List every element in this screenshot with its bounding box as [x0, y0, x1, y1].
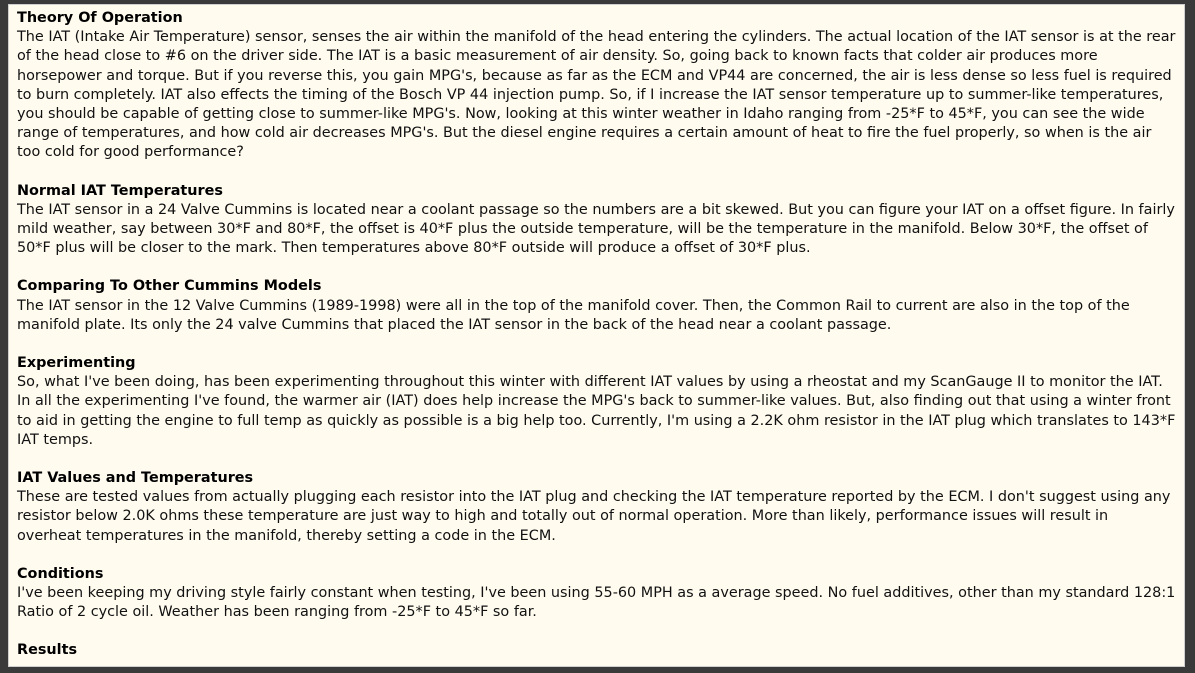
section-body: I've been keeping my driving style fairly constant when testing, I've been using 55-60 MPH as a average speed. No fuel additives, other than my standard 128:1 Ratio of 2 cycle oil. Weather has been ranging from -25*F to 45*F so far. [17, 585, 1176, 621]
section-experimenting [17, 354, 1177, 450]
section-heading: Normal IAT Temperatures [17, 182, 223, 199]
section-heading: Comparing To Other Cummins Models [17, 278, 322, 295]
section-conditions [17, 565, 1177, 623]
section-body: These are tested values from actually plugging each resistor into the IAT plug and checking the IAT temperature reported by the ECM. I don't suggest using any resistor below 2.0K ohms these temperature are just way to high and totally out of normal operation. More than likely, performance issues will result in overheat temperatures in the manifold, thereby setting a code in the ECM. [17, 489, 1171, 544]
document-page [8, 4, 1185, 667]
section-heading: IAT Values and Temperatures [17, 470, 254, 487]
window-right-edge [1185, 0, 1195, 673]
section-iat-values [17, 469, 1177, 546]
section-body: The IAT (Intake Air Temperature) sensor, senses the air within the manifold of the head entering the cylinders. The actual location of the IAT sensor is at the rear of the head close to #6 on the driver side. The IAT is a basic measurement of air density. So, going back to known facts that colder air produces more horsepower and torque. But if you reverse this, you gain MPG's, because as far as the ECM and VP44 are concerned, the air is less dense so less fuel is required to burn completely. IAT also effects the timing of the Bosch VP 44 injection pump. So, if I increase the IAT sensor temperature up to summer-like temperatures, you should be capable of getting close to summer-like MPG's. Now, looking at this winter weather in Idaho ranging from -25*F to 45*F, you can see the wide range of temperatures, and how cold air decreases MPG's. But the diesel engine requires a certain amount of heat to fire the fuel properly, so when is the air too cold for good performance? [17, 29, 1176, 161]
section-heading: Theory Of Operation [17, 10, 183, 26]
window-bottom-edge [0, 667, 1195, 673]
section-heading: Conditions [17, 565, 104, 582]
section-heading: Experimenting [17, 355, 136, 372]
section-comparing-models [17, 277, 1177, 335]
section-body: The IAT sensor in the 12 Valve Cummins (1989-1998) were all in the top of the manifold cover. Then, the Common Rail to current are also in the top of the manifold plate. Its only the 24 valve Cummins that placed the IAT sensor in the back of the head near a coolant passage. [17, 297, 1130, 333]
section-results [17, 641, 1177, 660]
section-body: So, what I've been doing, has been experimenting throughout this winter with different IAT values by using a rheostat and my ScanGauge II to monitor the IAT. In all the experimenting I've found, the warmer air (IAT) does help increase the MPG's back to summer-like values. But, also finding out that using a winter front to aid in getting the engine to full temp as quickly as possible is a big help too. Currently, I'm using a 2.2K ohm resistor in the IAT plug which translates to 143*F IAT temps. [17, 374, 1176, 448]
section-theory-of-operation [17, 9, 1177, 163]
section-heading: Results [17, 642, 78, 659]
section-body: The IAT sensor in a 24 Valve Cummins is located near a coolant passage so the numbers are a bit skewed. But you can figure your IAT on a offset figure. In fairly mild weather, say between 30*F and 80*F, the offset is 40*F plus the outside temperature, will be the temperature in the manifold. Below 30*F, the offset of 50*F plus will be closer to the mark. Then temperatures above 80*F outside will produce a offset of 30*F plus. [17, 201, 1175, 257]
section-normal-iat-temperatures [17, 182, 1177, 259]
article-content [17, 9, 1177, 667]
